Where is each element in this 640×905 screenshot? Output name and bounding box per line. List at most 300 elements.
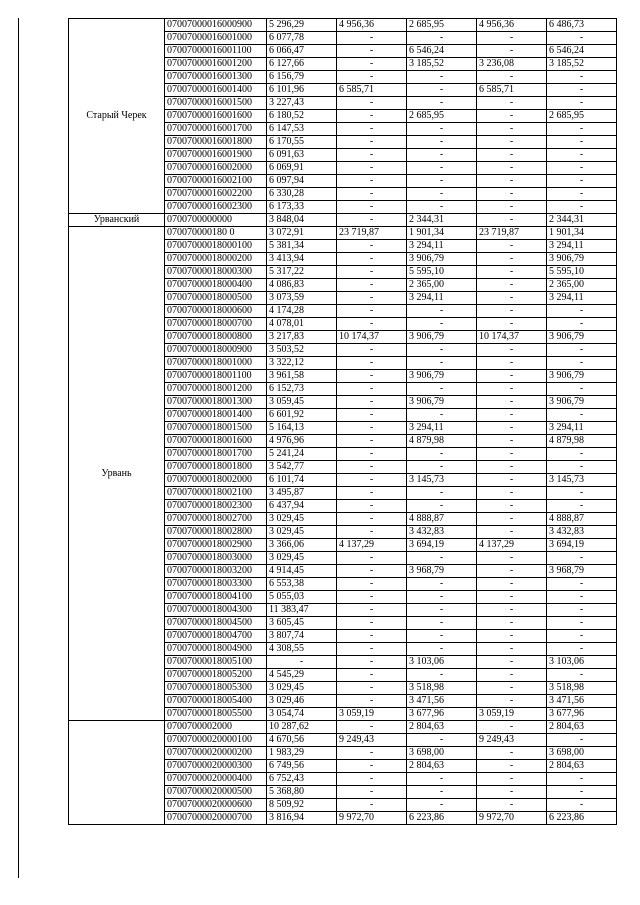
- value-cell: 2 365,00: [547, 279, 617, 292]
- value-cell: -: [547, 136, 617, 149]
- row-code: 07007000018002000: [165, 474, 267, 487]
- value-cell: -: [547, 162, 617, 175]
- value-cell: 3 185,52: [547, 58, 617, 71]
- value-cell: 3 698,00: [407, 747, 477, 760]
- value-cell: -: [407, 71, 477, 84]
- value-cell: -: [477, 409, 547, 422]
- value-cell: -: [477, 682, 547, 695]
- value-cell: 3 542,77: [267, 461, 337, 474]
- row-code: 07007000020000600: [165, 799, 267, 812]
- value-cell: 9 249,43: [477, 734, 547, 747]
- value-cell: -: [337, 682, 407, 695]
- value-cell: 3 029,45: [267, 526, 337, 539]
- value-cell: -: [337, 435, 407, 448]
- value-cell: -: [547, 630, 617, 643]
- value-cell: -: [547, 773, 617, 786]
- value-cell: -: [407, 500, 477, 513]
- value-cell: 3 217,83: [267, 331, 337, 344]
- value-cell: 4 976,96: [267, 435, 337, 448]
- row-code: 07007000016001400: [165, 84, 267, 97]
- value-cell: -: [477, 266, 547, 279]
- row-code: 07007000018001700: [165, 448, 267, 461]
- value-cell: 3 103,06: [407, 656, 477, 669]
- value-cell: -: [547, 604, 617, 617]
- value-cell: -: [547, 591, 617, 604]
- value-cell: -: [547, 32, 617, 45]
- value-cell: 6 437,94: [267, 500, 337, 513]
- row-code: 07007000018000300: [165, 266, 267, 279]
- row-code: 07007000018005200: [165, 669, 267, 682]
- value-cell: 3 413,94: [267, 253, 337, 266]
- row-code: 07007000016001100: [165, 45, 267, 58]
- value-cell: 4 086,83: [267, 279, 337, 292]
- value-cell: -: [337, 760, 407, 773]
- value-cell: -: [337, 149, 407, 162]
- value-cell: -: [337, 578, 407, 591]
- value-cell: 4 888,87: [547, 513, 617, 526]
- value-cell: 5 055,03: [267, 591, 337, 604]
- value-cell: -: [477, 552, 547, 565]
- row-code: 07007000016001300: [165, 71, 267, 84]
- value-cell: -: [547, 201, 617, 214]
- value-cell: 6 069,91: [267, 162, 337, 175]
- value-cell: 3 677,96: [407, 708, 477, 721]
- value-cell: -: [547, 643, 617, 656]
- value-cell: -: [547, 175, 617, 188]
- value-cell: 3 322,12: [267, 357, 337, 370]
- value-cell: -: [337, 201, 407, 214]
- row-code: 07007000016002200: [165, 188, 267, 201]
- value-cell: -: [407, 773, 477, 786]
- value-cell: 1 901,34: [547, 227, 617, 240]
- row-code: 07007000018000100: [165, 240, 267, 253]
- value-cell: 3 145,73: [547, 474, 617, 487]
- value-cell: 3 145,73: [407, 474, 477, 487]
- value-cell: 6 601,92: [267, 409, 337, 422]
- value-cell: 6 546,24: [547, 45, 617, 58]
- value-cell: -: [337, 552, 407, 565]
- value-cell: -: [407, 409, 477, 422]
- value-cell: -: [477, 45, 547, 58]
- value-cell: 3 432,83: [407, 526, 477, 539]
- value-cell: 4 914,45: [267, 565, 337, 578]
- value-cell: -: [337, 357, 407, 370]
- value-cell: 4 879,98: [547, 435, 617, 448]
- value-cell: 6 585,71: [477, 84, 547, 97]
- value-cell: 3 605,45: [267, 617, 337, 630]
- value-cell: 3 906,79: [407, 253, 477, 266]
- value-cell: -: [407, 578, 477, 591]
- value-cell: 11 383,47: [267, 604, 337, 617]
- value-cell: -: [407, 344, 477, 357]
- row-code: 07007000020000100: [165, 734, 267, 747]
- value-cell: -: [477, 318, 547, 331]
- value-cell: 3 029,45: [267, 552, 337, 565]
- value-cell: 6 330,28: [267, 188, 337, 201]
- value-cell: 3 694,19: [547, 539, 617, 552]
- value-cell: 8 509,92: [267, 799, 337, 812]
- value-cell: 3 294,11: [407, 292, 477, 305]
- value-cell: 3 227,43: [267, 97, 337, 110]
- table-body: [69, 19, 617, 825]
- value-cell: 10 287,62: [267, 721, 337, 734]
- value-cell: -: [337, 279, 407, 292]
- value-cell: -: [477, 799, 547, 812]
- value-cell: -: [547, 578, 617, 591]
- value-cell: -: [547, 617, 617, 630]
- value-cell: -: [477, 344, 547, 357]
- value-cell: -: [337, 188, 407, 201]
- value-cell: -: [337, 773, 407, 786]
- value-cell: 1 983,29: [267, 747, 337, 760]
- value-cell: 2 365,00: [407, 279, 477, 292]
- value-cell: -: [477, 110, 547, 123]
- value-cell: 4 956,36: [337, 19, 407, 32]
- value-cell: 5 317,22: [267, 266, 337, 279]
- value-cell: 3 059,45: [267, 396, 337, 409]
- settlement-name: Урвань: [69, 227, 165, 721]
- table-row: [69, 214, 617, 227]
- value-cell: 3 906,79: [547, 370, 617, 383]
- value-cell: -: [477, 721, 547, 734]
- value-cell: -: [547, 448, 617, 461]
- value-cell: 3 432,83: [547, 526, 617, 539]
- settlement-name: Урванский: [69, 214, 165, 227]
- value-cell: -: [477, 357, 547, 370]
- value-cell: -: [477, 578, 547, 591]
- value-cell: -: [337, 630, 407, 643]
- value-cell: 9 972,70: [477, 812, 547, 825]
- row-code: 07007000018000600: [165, 305, 267, 318]
- value-cell: -: [407, 149, 477, 162]
- value-cell: -: [407, 643, 477, 656]
- row-code: 07007000018000800: [165, 331, 267, 344]
- value-cell: 3 906,79: [547, 396, 617, 409]
- row-code: 07007000018004900: [165, 643, 267, 656]
- value-cell: 1 901,34: [407, 227, 477, 240]
- value-cell: -: [337, 643, 407, 656]
- row-code: 07007000018001100: [165, 370, 267, 383]
- value-cell: -: [337, 591, 407, 604]
- row-code: 07007000018004500: [165, 617, 267, 630]
- value-cell: 2 685,95: [407, 110, 477, 123]
- value-cell: 3 906,79: [407, 331, 477, 344]
- value-cell: -: [407, 162, 477, 175]
- value-cell: -: [337, 97, 407, 110]
- value-cell: -: [477, 487, 547, 500]
- value-cell: -: [337, 71, 407, 84]
- row-code: 07007000018000500: [165, 292, 267, 305]
- value-cell: -: [337, 292, 407, 305]
- value-cell: 6 127,66: [267, 58, 337, 71]
- value-cell: -: [547, 461, 617, 474]
- value-cell: -: [407, 188, 477, 201]
- value-cell: -: [477, 591, 547, 604]
- value-cell: 4 545,29: [267, 669, 337, 682]
- value-cell: 23 719,87: [337, 227, 407, 240]
- value-cell: 4 174,28: [267, 305, 337, 318]
- value-cell: -: [477, 513, 547, 526]
- row-code: 0700700000000: [165, 214, 267, 227]
- value-cell: 6 101,74: [267, 474, 337, 487]
- value-cell: 4 137,29: [477, 539, 547, 552]
- value-cell: -: [477, 279, 547, 292]
- value-cell: 3 677,96: [547, 708, 617, 721]
- value-cell: 6 077,78: [267, 32, 337, 45]
- row-code: 07007000016001700: [165, 123, 267, 136]
- value-cell: 6 097,94: [267, 175, 337, 188]
- value-cell: 3 294,11: [547, 292, 617, 305]
- value-cell: -: [337, 344, 407, 357]
- value-cell: -: [477, 630, 547, 643]
- value-cell: 6 156,79: [267, 71, 337, 84]
- value-cell: 3 103,06: [547, 656, 617, 669]
- row-code: 07007000018000900: [165, 344, 267, 357]
- row-code: 07007000018005400: [165, 695, 267, 708]
- row-code: 07007000018004300: [165, 604, 267, 617]
- value-cell: 3 518,98: [547, 682, 617, 695]
- value-cell: -: [477, 773, 547, 786]
- value-cell: 3 518,98: [407, 682, 477, 695]
- tariff-table: [68, 18, 617, 825]
- value-cell: -: [337, 266, 407, 279]
- value-cell: 4 137,29: [337, 539, 407, 552]
- value-cell: -: [477, 175, 547, 188]
- value-cell: -: [337, 513, 407, 526]
- value-cell: 2 804,63: [547, 721, 617, 734]
- value-cell: -: [337, 370, 407, 383]
- value-cell: 6 170,55: [267, 136, 337, 149]
- value-cell: -: [477, 136, 547, 149]
- value-cell: 4 308,55: [267, 643, 337, 656]
- row-code: 07007000018001200: [165, 383, 267, 396]
- value-cell: -: [477, 71, 547, 84]
- value-cell: -: [547, 500, 617, 513]
- value-cell: -: [547, 149, 617, 162]
- value-cell: 6 223,86: [407, 812, 477, 825]
- value-cell: -: [337, 617, 407, 630]
- row-code: 07007000018001000: [165, 357, 267, 370]
- value-cell: 6 585,71: [337, 84, 407, 97]
- value-cell: -: [337, 565, 407, 578]
- value-cell: 3 968,79: [407, 565, 477, 578]
- value-cell: -: [337, 45, 407, 58]
- value-cell: -: [547, 344, 617, 357]
- value-cell: -: [407, 175, 477, 188]
- value-cell: -: [407, 201, 477, 214]
- value-cell: -: [477, 253, 547, 266]
- value-cell: 4 670,56: [267, 734, 337, 747]
- value-cell: -: [407, 136, 477, 149]
- value-cell: -: [407, 97, 477, 110]
- value-cell: 3 054,74: [267, 708, 337, 721]
- value-cell: -: [407, 552, 477, 565]
- value-cell: 3 029,45: [267, 513, 337, 526]
- row-code: 07007000018001300: [165, 396, 267, 409]
- row-code: 07007000016002300: [165, 201, 267, 214]
- value-cell: -: [477, 617, 547, 630]
- value-cell: 2 344,31: [407, 214, 477, 227]
- row-code: 07007000018002100: [165, 487, 267, 500]
- value-cell: 9 972,70: [337, 812, 407, 825]
- value-cell: -: [407, 734, 477, 747]
- row-code: 07007000018000400: [165, 279, 267, 292]
- value-cell: -: [337, 461, 407, 474]
- row-code: 07007000018002300: [165, 500, 267, 513]
- value-cell: -: [337, 669, 407, 682]
- value-cell: 2 685,95: [547, 110, 617, 123]
- settlement-name: Старый Черек: [69, 19, 165, 214]
- row-code: 07007000016000900: [165, 19, 267, 32]
- value-cell: 3 366,06: [267, 539, 337, 552]
- value-cell: -: [337, 175, 407, 188]
- value-cell: 6 486,73: [547, 19, 617, 32]
- value-cell: -: [477, 292, 547, 305]
- value-cell: 2 804,63: [407, 760, 477, 773]
- value-cell: -: [547, 305, 617, 318]
- value-cell: -: [337, 500, 407, 513]
- value-cell: 4 956,36: [477, 19, 547, 32]
- value-cell: 3 906,79: [547, 331, 617, 344]
- value-cell: 3 807,74: [267, 630, 337, 643]
- value-cell: -: [477, 474, 547, 487]
- value-cell: -: [407, 487, 477, 500]
- table-row: [69, 227, 617, 240]
- row-code: 07007000020000200: [165, 747, 267, 760]
- value-cell: -: [547, 487, 617, 500]
- value-cell: -: [407, 84, 477, 97]
- table-row: [69, 721, 617, 734]
- value-cell: 6 152,73: [267, 383, 337, 396]
- value-cell: 6 223,86: [547, 812, 617, 825]
- value-cell: -: [267, 656, 337, 669]
- value-cell: 3 029,46: [267, 695, 337, 708]
- row-code: 07007000016001600: [165, 110, 267, 123]
- value-cell: 2 344,31: [547, 214, 617, 227]
- row-code: 07007000016001900: [165, 149, 267, 162]
- value-cell: 5 381,34: [267, 240, 337, 253]
- row-code: 07007000018002900: [165, 539, 267, 552]
- value-cell: 3 503,52: [267, 344, 337, 357]
- value-cell: -: [477, 396, 547, 409]
- value-cell: -: [547, 71, 617, 84]
- value-cell: -: [407, 630, 477, 643]
- row-code: 070070000180 0: [165, 227, 267, 240]
- value-cell: -: [337, 32, 407, 45]
- value-cell: -: [337, 396, 407, 409]
- value-cell: -: [337, 383, 407, 396]
- value-cell: 3 073,59: [267, 292, 337, 305]
- value-cell: -: [547, 97, 617, 110]
- value-cell: -: [477, 149, 547, 162]
- row-code: 07007000020000400: [165, 773, 267, 786]
- value-cell: 3 961,58: [267, 370, 337, 383]
- value-cell: -: [337, 136, 407, 149]
- row-code: 07007000018001800: [165, 461, 267, 474]
- value-cell: 3 471,56: [547, 695, 617, 708]
- value-cell: -: [477, 656, 547, 669]
- value-cell: 3 848,04: [267, 214, 337, 227]
- value-cell: -: [337, 474, 407, 487]
- value-cell: -: [477, 435, 547, 448]
- value-cell: 3 294,11: [547, 422, 617, 435]
- value-cell: -: [477, 201, 547, 214]
- value-cell: 6 101,96: [267, 84, 337, 97]
- value-cell: 5 241,24: [267, 448, 337, 461]
- value-cell: -: [477, 240, 547, 253]
- value-cell: -: [407, 461, 477, 474]
- value-cell: 23 719,87: [477, 227, 547, 240]
- value-cell: 3 059,19: [337, 708, 407, 721]
- row-code: 07007000018004700: [165, 630, 267, 643]
- value-cell: 3 059,19: [477, 708, 547, 721]
- value-cell: -: [407, 604, 477, 617]
- value-cell: 6 091,63: [267, 149, 337, 162]
- value-cell: 3 906,79: [407, 370, 477, 383]
- document-page: [18, 18, 618, 878]
- value-cell: -: [547, 383, 617, 396]
- row-code: 07007000018005100: [165, 656, 267, 669]
- value-cell: -: [547, 552, 617, 565]
- value-cell: -: [477, 461, 547, 474]
- value-cell: 3 968,79: [547, 565, 617, 578]
- value-cell: -: [407, 305, 477, 318]
- row-code: 07007000018005500: [165, 708, 267, 721]
- value-cell: -: [477, 643, 547, 656]
- value-cell: -: [407, 32, 477, 45]
- value-cell: -: [477, 526, 547, 539]
- value-cell: 3 694,19: [407, 539, 477, 552]
- value-cell: -: [477, 214, 547, 227]
- value-cell: -: [477, 305, 547, 318]
- value-cell: -: [407, 383, 477, 396]
- row-code: 07007000018001500: [165, 422, 267, 435]
- value-cell: -: [547, 409, 617, 422]
- value-cell: -: [477, 370, 547, 383]
- value-cell: -: [407, 318, 477, 331]
- value-cell: -: [407, 669, 477, 682]
- row-code: 07007000018003000: [165, 552, 267, 565]
- value-cell: 5 368,80: [267, 786, 337, 799]
- value-cell: 10 174,37: [337, 331, 407, 344]
- value-cell: 2 804,63: [547, 760, 617, 773]
- value-cell: 6 749,56: [267, 760, 337, 773]
- row-code: 07007000020000500: [165, 786, 267, 799]
- value-cell: -: [547, 318, 617, 331]
- value-cell: -: [337, 747, 407, 760]
- table-row: [69, 19, 617, 32]
- row-code: 07007000016001800: [165, 136, 267, 149]
- value-cell: -: [337, 123, 407, 136]
- value-cell: -: [337, 448, 407, 461]
- value-cell: 3 816,94: [267, 812, 337, 825]
- row-code: 07007000016001000: [165, 32, 267, 45]
- value-cell: -: [337, 786, 407, 799]
- value-cell: 3 906,79: [547, 253, 617, 266]
- value-cell: -: [407, 799, 477, 812]
- row-code: 07007000016001500: [165, 97, 267, 110]
- value-cell: -: [337, 162, 407, 175]
- left-margin-rule: [18, 18, 19, 878]
- value-cell: -: [477, 786, 547, 799]
- value-cell: 5 164,13: [267, 422, 337, 435]
- value-cell: 3 294,11: [407, 422, 477, 435]
- value-cell: 5 595,10: [547, 266, 617, 279]
- value-cell: 6 147,53: [267, 123, 337, 136]
- value-cell: -: [547, 188, 617, 201]
- value-cell: -: [337, 110, 407, 123]
- value-cell: -: [337, 721, 407, 734]
